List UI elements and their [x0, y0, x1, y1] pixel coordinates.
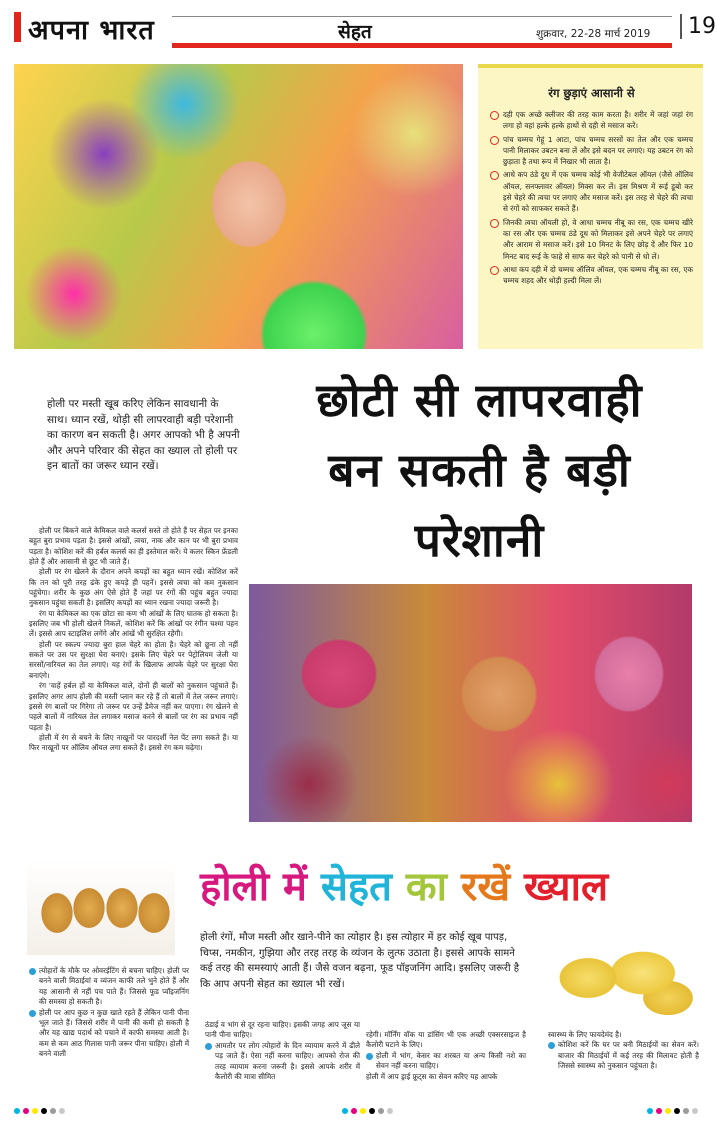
tip-item: आधे कप ठंडे दूध में एक चम्मच कोई भी वेजीटेबल ऑयल (जैसे ऑलिव ऑयल, सनफ्लावर ऑयल) मिक्स कर लें। इस मिश्रण में रूई डूबो कर इसे चेहरे की त्वचा पर लगाएं और मसाज करें। इस तरह से चेहरे की त्वचा से रंगों को साफकर सकते हैं।: [490, 169, 693, 214]
registration-dots: [14, 1108, 65, 1116]
page-header: [14, 10, 716, 52]
title-word: का: [405, 864, 448, 910]
registration-dot: [378, 1108, 384, 1114]
title-word: रखें: [460, 864, 511, 910]
headline-line: छोटी सी लापरवाही: [316, 373, 643, 427]
registration-dot: [41, 1108, 47, 1114]
color-removal-tips-box: [478, 64, 703, 349]
registration-dots: [647, 1108, 698, 1116]
health-tip: होली पर आप कुछ न कुछ खाते रहते हैं लेकिन पानी पीना भूल जाते हैं। जिससे शरीर में पानी की कमी हो सकती है और यह खाद्य पदार्थ को पचाने में काफी समस्या आती है। कम से कम आठ गिलास पानी जरूर पीना चाहिए। होली में बनने वाली: [29, 1008, 189, 1060]
tips-box-title: रंग छुड़ाएं आसानी से: [548, 86, 635, 100]
holi-women-photo: [249, 584, 692, 822]
title-word: सेहत: [320, 864, 392, 910]
article-paragraph: होली में रंग से बचने के लिए नाखूनों पर पारदर्शी नेल पेंट लगा सकते हैं। या फिर नाखूनों पर ऑलिव ऑयल लगा सकते हैं। इससे रंग कम चढ़ेगा।: [29, 732, 238, 753]
tips-list: [490, 109, 693, 286]
registration-dot: [351, 1108, 357, 1114]
health-tip-text: होली में आप ड्राई फ्रूट्स का सेवन करिए यह आपके: [366, 1071, 498, 1081]
article-paragraph: होली पर स्कल्प ज्यादा बुरा हाल चेहरे का होता है। चेहरे को छूना तो नहीं सकते पर उस पर सुरक्षा घेरा बनाएं। इसके लिए चेहरे पर पेट्रोलियम जेली या सरसों/नारियल का तेल लगाएं। यह रंगों के खिलाफ आपके चेहरे पर सुरक्षा घेरा बनाएंगे।: [29, 639, 238, 680]
registration-dot: [387, 1108, 393, 1114]
registration-dot: [59, 1108, 65, 1114]
registration-dot: [656, 1108, 662, 1114]
title-word: में: [283, 864, 307, 910]
health-tip-text: ठंडाई व भांग से दूर रहना चाहिए। इसकी जगह आप जूस या पानी पीना चाहिए।: [205, 1020, 360, 1040]
article-paragraph: रंग 'वाहें हर्बल हों या केमिकल वाले, दोनों ही बालों को नुकसान पहुंचाते हैं। इसलिए अगर आप होली की मस्ती प्लान कर रहे हैं तो बालों में तेल जरूर लगाएं। इससे रंग बालों पर गिरेगा तो जरूर पर उन्हें डैमेज नहीं कर पाएगा। रंग खेलने से पहले बालों में नारियल तेल लगाकर मसाज करने से बालों पर रंग का प्रभाव नहीं पड़ता है।: [29, 681, 238, 732]
tip-item: आधा कप दही में दो चम्मच ऑलिव ऑयल, एक चम्मच नीबू का रस, एक चम्मच शहद और थोड़ी हल्दी मिला लें।: [490, 264, 693, 287]
health-tips-column: [548, 1030, 699, 1072]
registration-dot: [647, 1108, 653, 1114]
registration-dot: [360, 1108, 366, 1114]
registration-dot: [50, 1108, 56, 1114]
page-number: 19: [680, 14, 716, 39]
registration-dot: [692, 1108, 698, 1114]
holi-health-title: [200, 862, 700, 912]
brand-logo: अपना भारत: [28, 15, 155, 46]
header-thin-rule: [172, 16, 672, 17]
article-intro: होली पर मस्ती खूब करिए लेकिन सावधानी के साथ। ध्यान रखें, थोड़ी सी लापरवाही बड़ी परेशानी का कारण बन सकती है। अगर आपको भी है अपनी और अपने परिवार की सेहत का ख्याल तो होली पर इन बातों का जरूर ध्यान रखें।: [47, 398, 240, 472]
health-tips-column: [366, 1030, 526, 1082]
section-title: सेहत: [338, 21, 372, 43]
registration-dot: [665, 1108, 671, 1114]
brand-accent-bar: [14, 12, 21, 42]
tip-item: पांच चम्मच गेहूं 1 आटा, पांच चम्मच सरसों का तेल और एक चम्मच पानी मिलाकर उबटन बना लें और इसे बदन पर लगाएं। यह उबटन रंग को छुड़ाता है तथा रूप में निखार भी लाता है।: [490, 134, 693, 168]
health-tip: त्योहारों के मौके पर ओवरईटिंग से बचना चाहिए। होली पर बनने वाली मिठाईयां व व्यंजन काफी तले भुने होते हैं और यह आसानी से नहीं पच पाते हैं। जिससे फूड प्वॉइजनिंग की समस्या हो सकती है।: [29, 966, 189, 1008]
health-tip: होली में भांग, केसर का शरबत या अन्य किसी नशे का सेवन नहीं करना चाहिए।: [366, 1051, 526, 1072]
article-paragraph: रंग या केमिकल का एक छोटा सा कण भी आंखों के लिए घातक हो सकता है। इसलिए जब भी होली खेलने निकलें, कोशिश करें कि आंखों पर रंगीन चश्मा पहन लें। इससे आप स्टाइलिश लगेंगे और आंखें भी सुरक्षित रहेंगी।: [29, 608, 238, 639]
health-tip: आमतौर पर लोग त्योहारों के दिन व्यायाम करने में ढीले पड़ जाते हैं। ऐसा नहीं करना चाहिए। आपको रोज की तरह व्यायाम करना जरूरी है। इससे आपके शरीर में कैलोरी की मात्रा सीमित: [205, 1041, 360, 1083]
health-tip-text: रहेगी। मॉर्निंग वॉक या डांसिंग भी एक अच्छी एक्सरसाइज है कैलोरी घटाने के लिए।: [366, 1030, 526, 1050]
registration-dot: [23, 1108, 29, 1114]
header-red-rule: [172, 43, 672, 48]
headline-line: बन सकती है बड़ी: [328, 443, 631, 497]
registration-dot: [683, 1108, 689, 1114]
gujiya-photo: [27, 858, 175, 955]
tip-item: दही एक अच्छे क्लीजर की तरह काम करता है। शरीर में जहां जहां रंग लगा हो वहां हल्के हल्के हाथों से दही से मसाज करें।: [490, 109, 693, 132]
registration-dot: [342, 1108, 348, 1114]
holi-girl-photo: [14, 64, 463, 349]
headline-line: परेशानी: [414, 513, 545, 567]
article-paragraph: होली पर बिकने वाले केमिकल वाले कलर्स सस्ते तो होते हैं पर सेहत पर इनका बहुत बुरा प्रभाव पड़ता है। इससे आंखों, त्वचा, नाक और कान पर भी बुरा प्रभाव पड़ता है। कोशिश करें की हर्बल कलर्स का ही इस्तेमाल करें। ये कलर स्किन फ्रेंडली होते हैं और आसानी से छूट भी जाते हैं।: [29, 526, 238, 567]
chips-photo: [548, 928, 699, 1022]
health-tip-text: स्वास्थ्य के लिए फायदेमंद है।: [548, 1030, 622, 1039]
registration-dot: [369, 1108, 375, 1114]
health-tips-column: [29, 966, 189, 1060]
article-paragraph: होली पर रंग खेलने के दौरान अपने कपड़ों का बहुत ध्यान रखें। कोशिश करें कि तन को पूरी तरह ढंके हुए कपड़े ही पहनें। इससे त्वचा को कम नुकसान पहुंचेगा। शरीर के कुछ अंग ऐसे होते हैं जहां पर रंगों की पहुंच बहुत ज्यादा नुकसान पहुंचा सकती है। इसलिए कपड़ों का ध्यान रखना ज्यादा जरूरी है।: [29, 567, 238, 608]
issue-date: शुक्रवार, 22-28 मार्च 2019: [536, 28, 651, 40]
registration-dot: [32, 1108, 38, 1114]
main-headline: [262, 365, 697, 575]
title-word: ख्याल: [523, 864, 609, 910]
registration-dot: [674, 1108, 680, 1114]
tip-item: जिनकी त्वचा ऑयली हो, वे आधा चम्मच नीबू का रस, एक चम्मच खीरे का रस और एक चम्मच ठंडे दूध को मिलाकर इसे अपने चेहरे पर लगाएं और आराम से मसाज करें। इसे 10 मिनट के लिए छोड़ दें और फिर 10 मिनट बाद रूई के फाहे से साफ कर चेहरे को पानी से धो लें।: [490, 217, 693, 262]
health-tips-column: [205, 1020, 360, 1082]
registration-dot: [14, 1108, 20, 1114]
article-body: [29, 526, 238, 754]
health-tip: कोशिश करें कि घर पर बनी मिठाईयों का सेवन करें। बाजार की मिठाईयों में कई तरह की मिलावट होती है जिससे स्वास्थ्य को नुकसान पहुंचता है।: [548, 1040, 699, 1071]
registration-dots: [342, 1108, 393, 1116]
title-word: होली: [200, 864, 270, 910]
holi-section-intro: होली रंगों, मौज मस्ती और खाने-पीने का त्योहार है। इस त्योहार में हर कोई खूब पापड़, चिप्स, नमकीन, गुझिया और तरह तरह के व्यंजन के लुत्फ उठाता है। इससे आपके सामने कई तरह की समस्याएं आती हैं। जैसे वजन बढ़ना, फूड पॉइजनिंग आदि। इसलिए जरूरी है कि आप अपनी सेहत का ख्याल भी रखें।: [200, 932, 520, 990]
